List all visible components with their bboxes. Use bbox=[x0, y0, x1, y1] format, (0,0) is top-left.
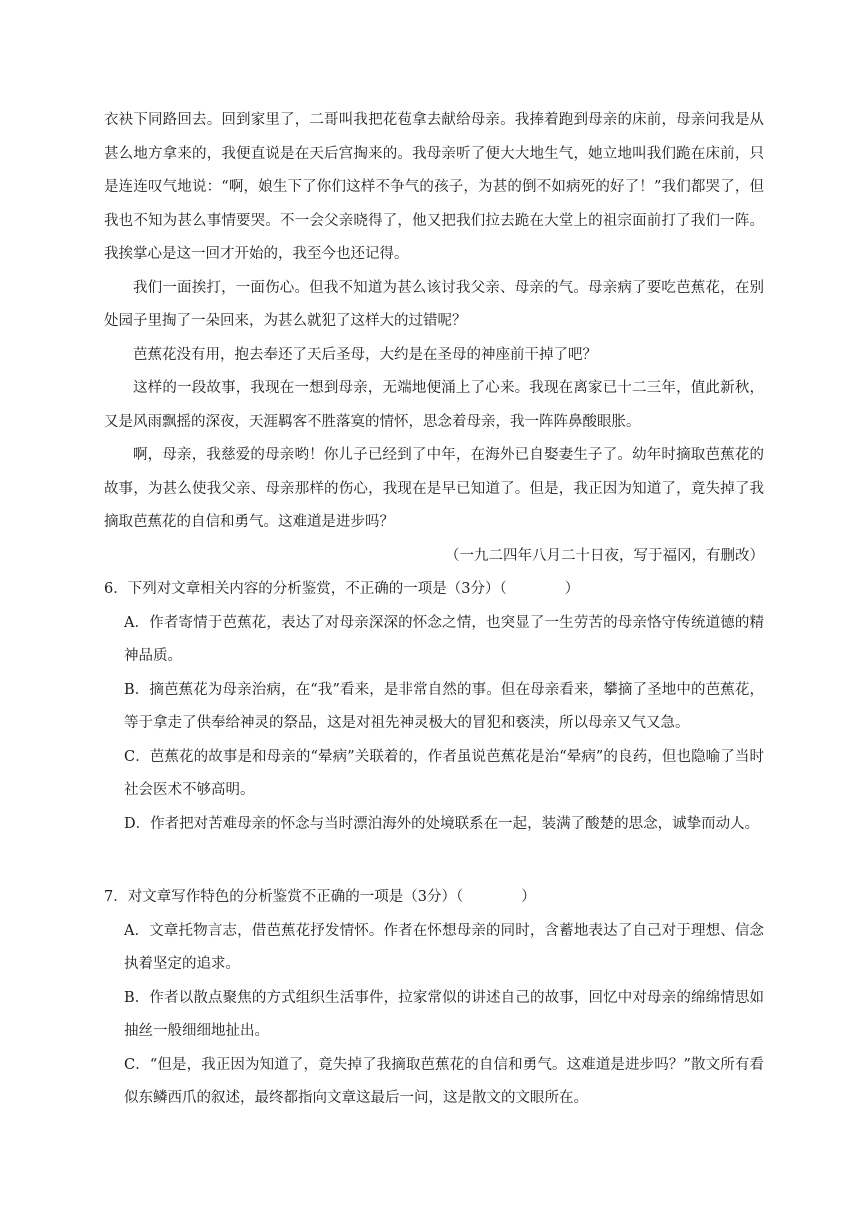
answer-option: B．摘芭蕉花为母亲治病，在“我”看来，是非常自然的事。但在母亲看来，攀摘了圣地中的芭蕉花，等于拿走了供奉给神灵的祭品，这是对祖先神灵极大的冒犯和亵渎，所以母亲又气又急。 bbox=[124, 681, 764, 731]
answer-option: B．作者以散点聚焦的方式组织生活事件，拉家常似的讲述自己的故事，回忆中对母亲的绵绵情思如抽丝一般细细地扯出。 bbox=[124, 989, 764, 1039]
passage-paragraph: 芭蕉花没有用，抱去奉还了天后圣母，大约是在圣母的神座前干掉了吧？ bbox=[133, 346, 597, 363]
answer-option: A．作者寄情于芭蕉花，表达了对母亲深深的怀念之情，也突显了一生劳苦的母亲恪守传统道德的精神品质。 bbox=[124, 614, 764, 664]
passage-paragraph: 这样的一段故事，我现在一想到母亲，无端地便涌上了心来。我现在离家已十二三年，值此新秋，又是风雨飘摇的深夜，天涯羁客不胜落寞的情怀，思念着母亲，我一阵阵鼻酸眼胀。 bbox=[104, 380, 764, 430]
question-stem: 7．对文章写作特色的分析鉴赏不正确的一项是（3分）（ ） bbox=[104, 889, 536, 905]
answer-option: C．“但是，我正因为知道了，竟失掉了我摘取芭蕉花的自信和勇气。这难道是进步吗？”散文所有看似东鳞西爪的叙述，最终都指向文章这最后一问，这是散文的文眼所在。 bbox=[124, 1056, 764, 1106]
question-6 bbox=[104, 573, 764, 841]
passage-paragraph: 衣袂下同路回去。回到家里了，二哥叫我把花苞拿去献给母亲。我捧着跑到母亲的床前，母亲问我是从甚么地方拿来的，我便直说是在天后宫掏来的。我母亲听了便大大地生气，她立地叫我们跪在床前，只是连连叹气地说：“啊，娘生下了你们这样不争气的孩子，为甚的倒不如病死的好了！”我们都哭了，但我也不知为甚么事情要哭。不一会父亲晓得了，他又把我们拉去跪在大堂上的祖宗面前打了我们一阵。我挨掌心是这一回才开始的，我至今也还记得。 bbox=[104, 112, 764, 262]
answer-option: A．文章托物言志，借芭蕉花抒发情怀。作者在怀想母亲的同时，含蓄地表达了自己对于理想、信念执着坚定的追求。 bbox=[124, 922, 764, 972]
passage bbox=[104, 104, 764, 573]
answer-option: D．作者把对苦难母亲的怀念与当时漂泊海外的处境联系在一起，装满了酸楚的思念，诚挚而动人。 bbox=[124, 815, 760, 832]
question-stem: 6．下列对文章相关内容的分析鉴赏，不正确的一项是（3分）（ ） bbox=[104, 581, 580, 597]
passage-paragraph: 啊，母亲，我慈爱的母亲哟！你儿子已经到了中年，在海外已自娶妻生子了。幼年时摘取芭蕉花的故事，为甚么使我父亲、母亲那样的伤心，我现在是早已知道了。但是，我正因为知道了，竟失掉了我摘取芭蕉花的自信和勇气。这难道是进步吗？ bbox=[104, 447, 764, 530]
answer-option: C．芭蕉花的故事是和母亲的“晕病”关联着的，作者虽说芭蕉花是治“晕病”的良药，但也隐喻了当时社会医术不够高明。 bbox=[124, 748, 764, 798]
passage-signature: （一九二四年八月二十日夜，写于福冈，有删改） bbox=[445, 547, 764, 564]
question-7 bbox=[104, 881, 764, 1116]
passage-paragraph: 我们一面挨打，一面伤心。但我不知道为甚么该讨我父亲、母亲的气。母亲病了要吃芭蕉花，在别处园子里掏了一朵回来，为甚么就犯了这样大的过错呢？ bbox=[104, 279, 764, 329]
